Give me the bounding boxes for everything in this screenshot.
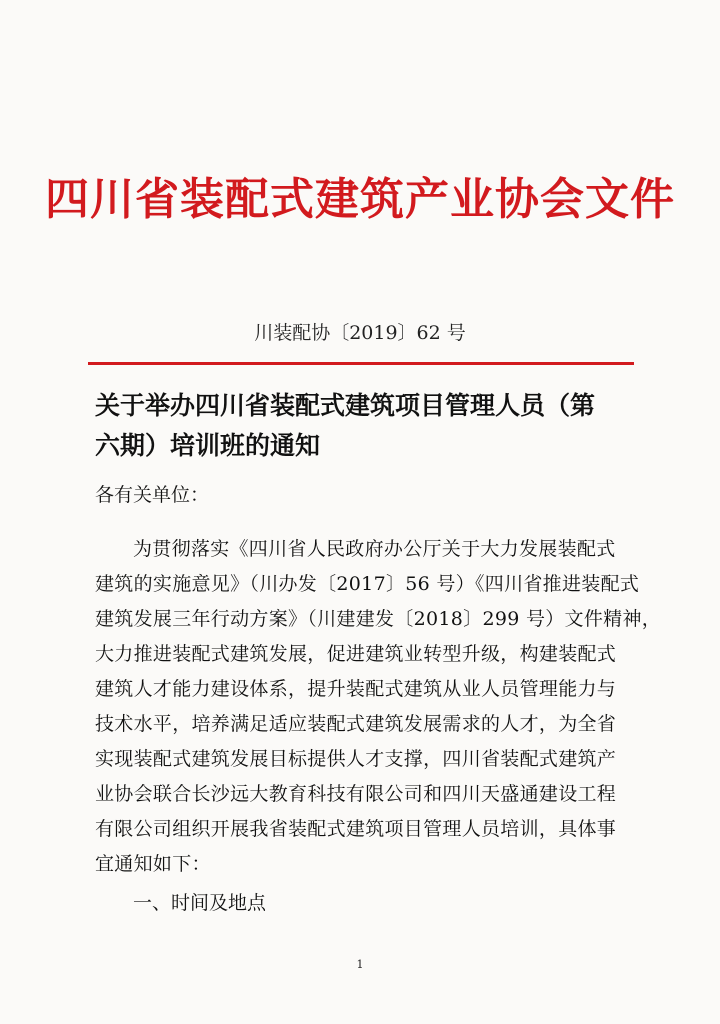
main-paragraph — [95, 532, 662, 882]
paragraph-line: 业协会联合长沙远大教育科技有限公司和四川天盛通建设工程 — [95, 783, 617, 805]
paragraph-line: 为贯彻落实《四川省人民政府办公厅关于大力发展装配式 — [133, 538, 616, 560]
page-number: 1 — [356, 958, 364, 971]
paragraph-line: 建筑发展三年行动方案》（川建建发〔2018〕299 号）文件精神， — [95, 608, 662, 630]
notice-title — [95, 386, 635, 466]
section-heading: 一、时间及地点 — [133, 892, 267, 914]
paragraph-line: 有限公司组织开展我省装配式建筑项目管理人员培训，具体事 — [95, 818, 617, 840]
salutation: 各有关单位： — [95, 484, 210, 506]
issuer-header-title: 四川省装配式建筑产业协会文件 — [45, 174, 675, 225]
paragraph-line: 实现装配式建筑发展目标提供人才支撑，四川省装配式建筑产 — [95, 748, 617, 770]
document-number: 川装配协〔2019〕62 号 — [254, 322, 466, 344]
paragraph-line: 大力推进装配式建筑发展，促进建筑业转型升级，构建装配式 — [95, 643, 617, 665]
notice-title-line: 关于举办四川省装配式建筑项目管理人员（第 — [95, 391, 596, 420]
paragraph-line: 建筑人才能力建设体系，提升装配式建筑从业人员管理能力与 — [95, 678, 617, 700]
notice-body — [95, 482, 662, 921]
paragraph-line: 宜通知如下： — [95, 853, 211, 875]
red-divider-line — [88, 362, 634, 365]
paragraph-line: 技术水平，培养满足适应装配式建筑发展需求的人才，为全省 — [95, 713, 617, 735]
notice-title-line: 六期）培训班的通知 — [95, 431, 321, 460]
paragraph-line: 建筑的实施意见》（川办发〔2017〕56 号）《四川省推进装配式 — [95, 573, 640, 595]
